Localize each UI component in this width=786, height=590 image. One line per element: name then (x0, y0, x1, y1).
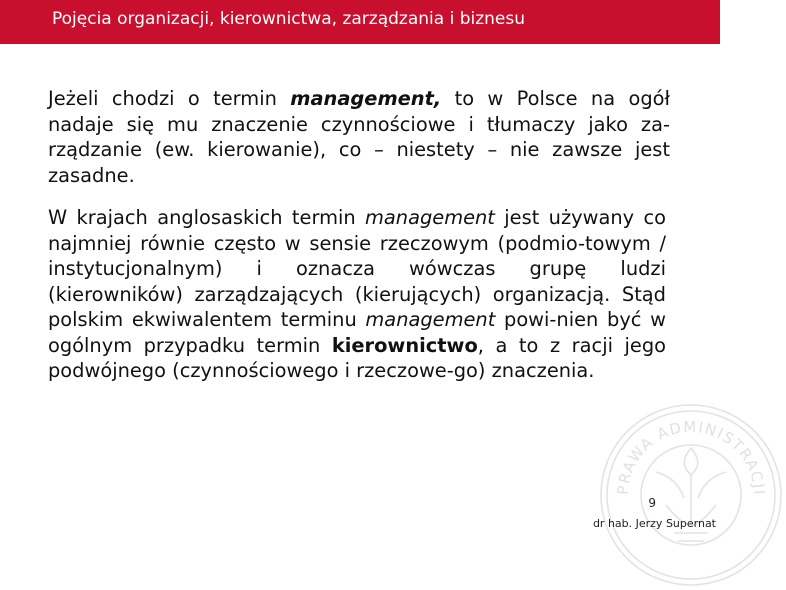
slide-content (48, 86, 670, 384)
term-kierownictwo: kierownictwo (331, 333, 478, 357)
paragraph-text: powi-nien być w ogólnym przypadku termin (48, 308, 666, 357)
university-seal-watermark (596, 400, 786, 590)
page-number: 9 (648, 496, 656, 510)
paragraph-text: to w Polsce na ogół nadaje się mu znaczenie czynnościowe i tłumaczy jako za-rządzanie (ew. kierowanie), co – niestety – nie zawsze jest zasadne. (48, 87, 671, 187)
paragraph-anglo-saxon-usage (48, 205, 670, 384)
author-credit: dr hab. Jerzy Supernat (592, 517, 716, 530)
paragraph-text: W krajach anglosaskich termin (48, 206, 366, 229)
seal-text: PRAWA ADMINISTRACJI (613, 417, 769, 497)
title-bar (0, 0, 720, 44)
paragraph-management-meaning (48, 86, 670, 188)
paragraph-text: , a to z racji jego podwójnego (czynnościowego i rzeczowe-go) znaczenia. (48, 333, 667, 382)
paragraph-text: jest używany co najmniej równie często w sensie rzeczowym (podmio-towym / instytucjonalnym) i oznacza wówczas grupę ludzi (kierowników) zarządzających (kierujących) organizacją. Stąd polskim ekwiwalentem terminu (48, 206, 666, 331)
slide-title: Pojęcia organizacji, kierownictwa, zarządzania i biznesu (52, 9, 525, 29)
term-management: management (365, 206, 495, 229)
paragraph-text: Jeżeli chodzi o termin (48, 87, 291, 110)
term-management: management (365, 308, 496, 331)
term-management: management, (290, 87, 442, 110)
